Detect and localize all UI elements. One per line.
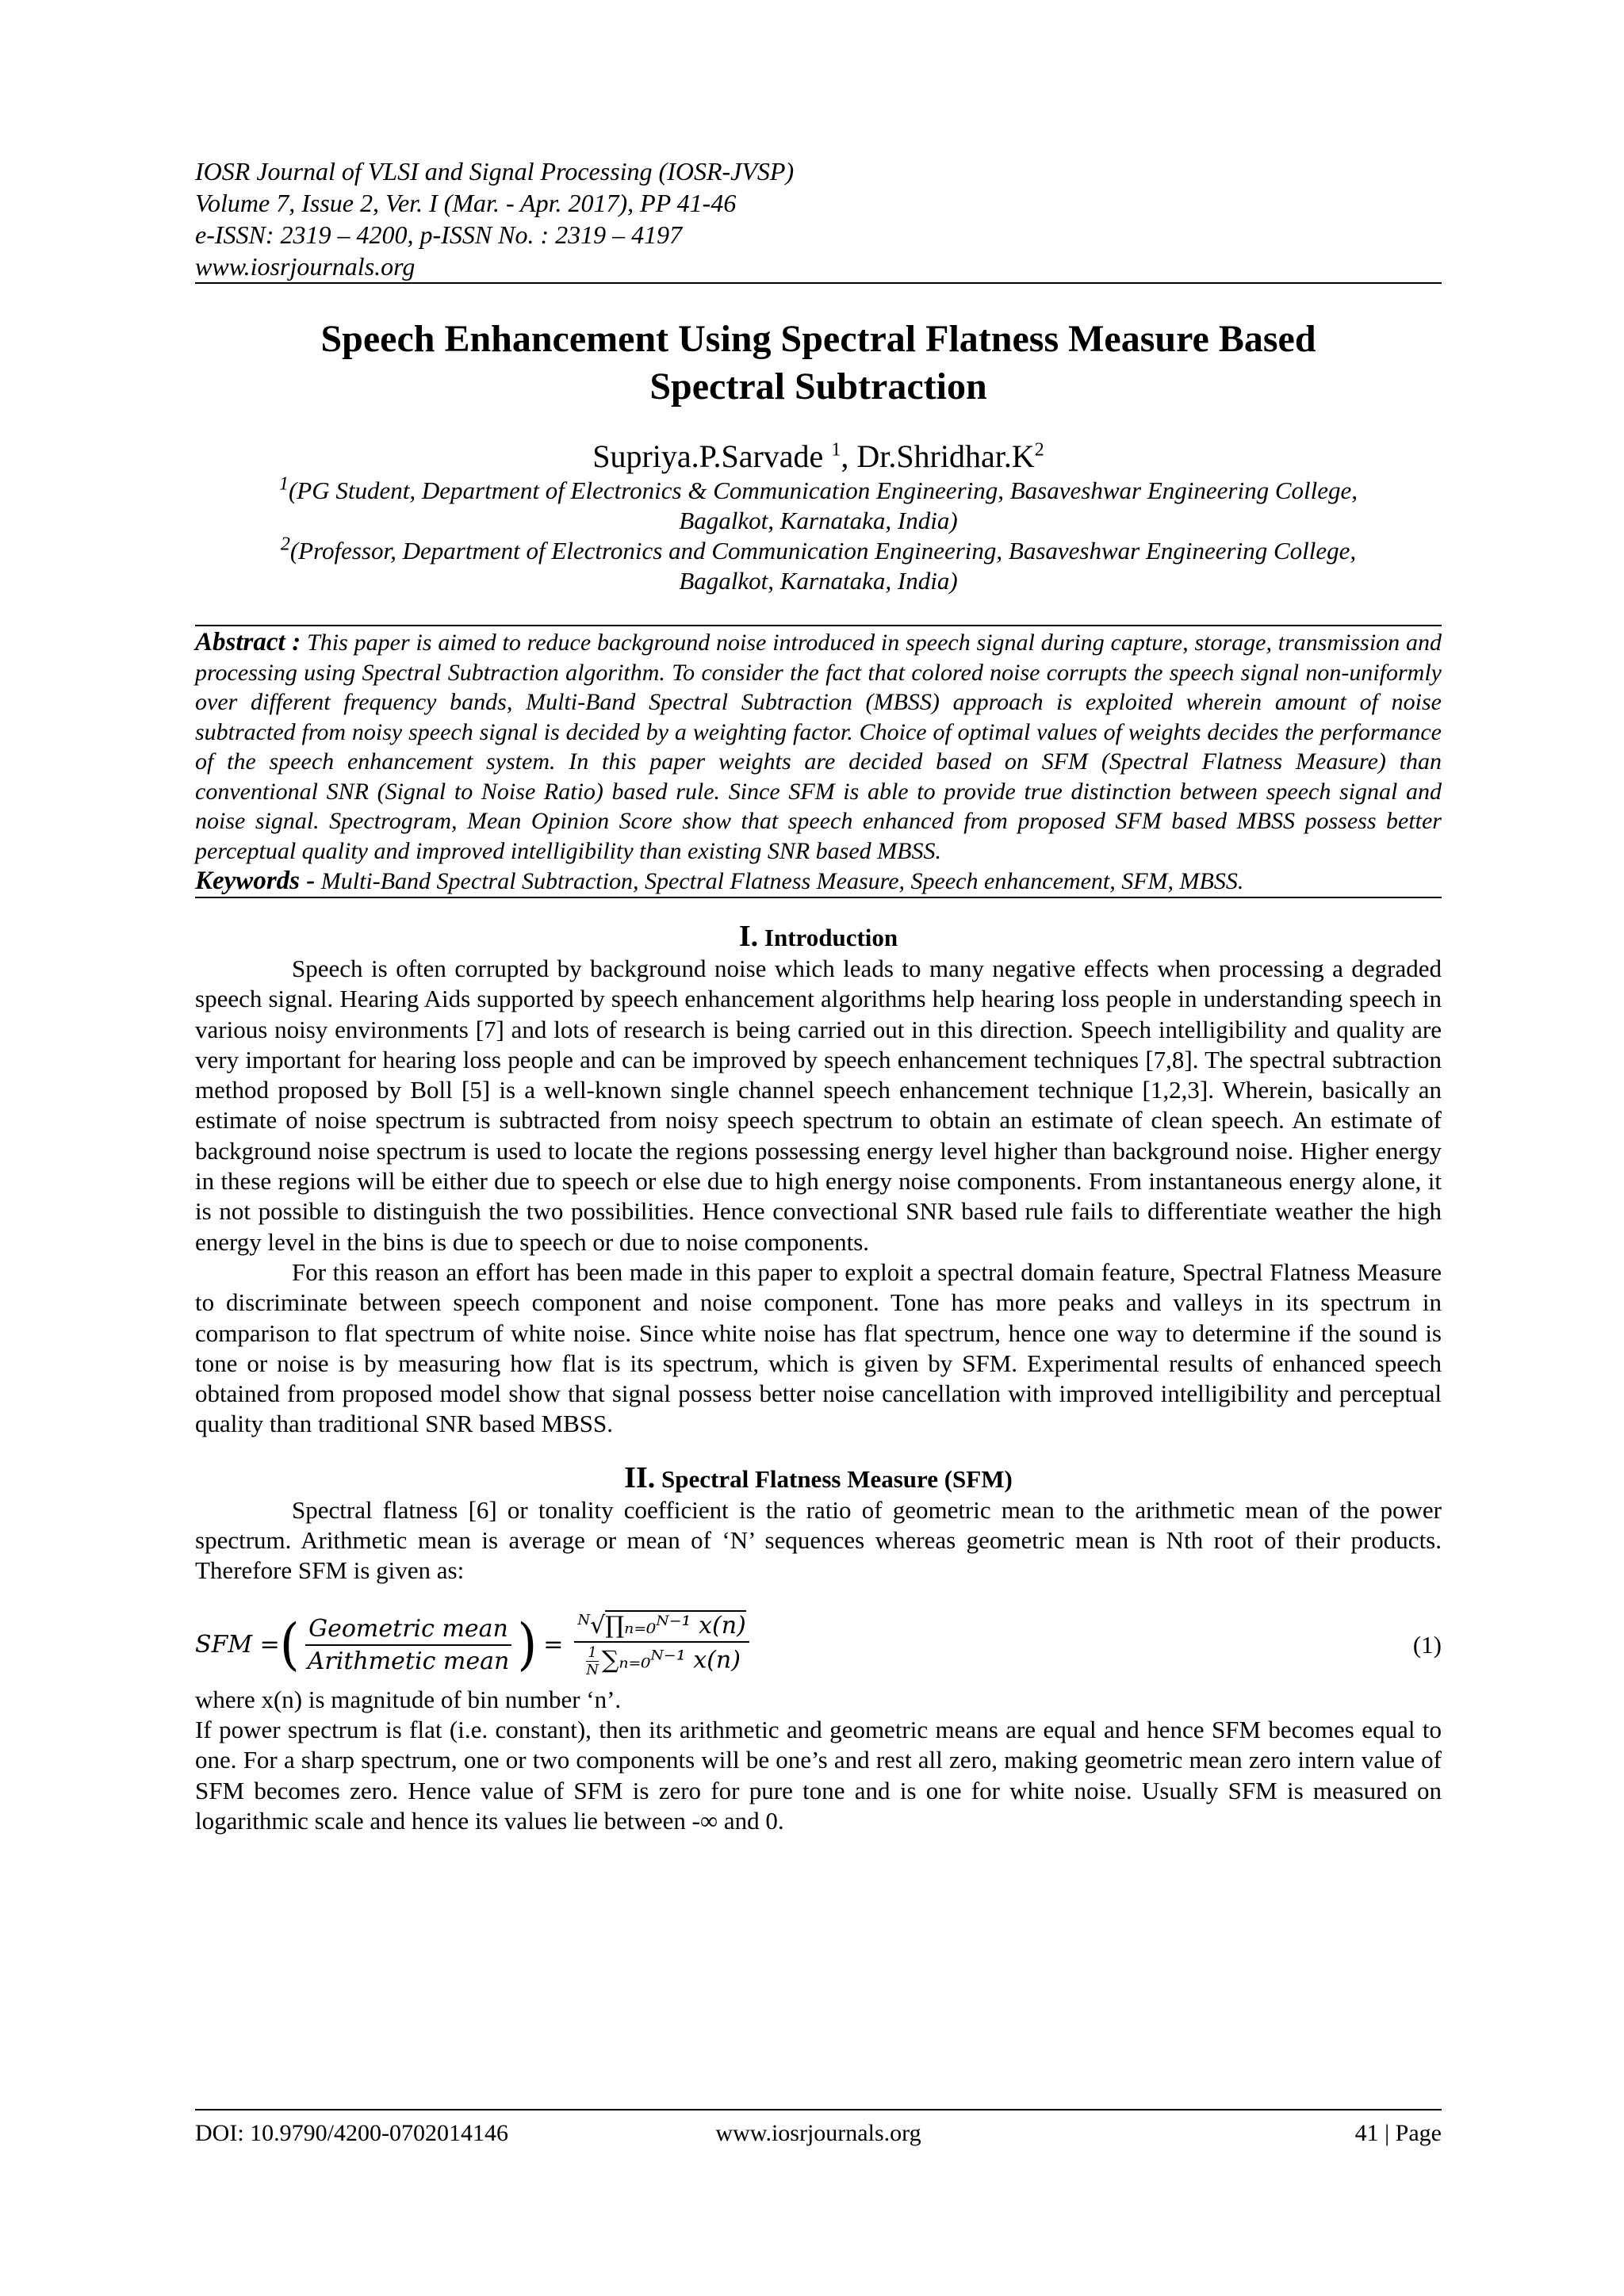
footer-doi: DOI: 10.9790/4200-0702014146 [195, 2120, 508, 2146]
one-over-n-denominator: N [586, 1661, 599, 1678]
formula-fraction [574, 1612, 749, 1678]
journal-header [195, 155, 1442, 282]
equation-lhs: SFM = [195, 1631, 280, 1659]
affiliation-2 [195, 536, 1442, 566]
journal-website: www.iosrjournals.org [195, 252, 416, 281]
sqrt-icon: √ [590, 1611, 606, 1640]
arithmetic-mean-formula [580, 1643, 744, 1678]
title-line-2: Spectral Subtraction [649, 365, 987, 408]
section-2-heading [195, 1462, 1442, 1495]
author-2-affil: 2 [1034, 439, 1044, 461]
title-line-1: Speech Enhancement Using Spectral Flatness Measure Based [320, 318, 1316, 360]
arithmetic-mean-label: Arithmetic mean [307, 1647, 510, 1675]
footer-rule [195, 2109, 1442, 2110]
section-1-heading [195, 920, 1442, 954]
author-1: Supriya.P.Sarvade [592, 438, 824, 474]
journal-name: IOSR Journal of VLSI and Signal Processing (IOSR-JVSP) [195, 157, 795, 186]
affiliation-1-sup: 1 [278, 473, 289, 495]
abstract-text: This paper is aimed to reduce background noise introduced in speech signal during capture, storage, transmission and processing using Spectral Subtraction algorithm. To consider the fact that colored noise corrupts the speech signal non-uniformly over different frequency bands, Multi-Band Spectral Subtraction (MBSS) approach is exploited wherein amount of noise subtracted from noisy speech signal is decided by a weighting factor. Choice of optimal values of weights decides the performance of the speech enhancement system. In this paper weights are decided based on SFM (Spectral Flatness Measure) than conventional SNR (Signal to Noise Ratio) based rule. Since SFM is able to provide true distinction between speech signal and noise signal. Spectrogram, Mean Opinion Score show that speech enhanced from proposed SFM based MBSS possess better perceptual quality and improved intelligibility than existing SNR based MBSS. [195, 629, 1442, 864]
author-1-affil: 1 [831, 439, 841, 461]
affiliation-2-line-1: (Professor, Department of Electronics and Communication Engineering, Basaveshwar Engineering College, [289, 537, 1357, 564]
section-2-number: II. [624, 1460, 656, 1494]
geometric-mean-formula [574, 1612, 749, 1643]
section-2-intro: Spectral flatness [6] or tonality coefficient is the ratio of geometric mean to the arithmetic mean of the power spectrum. Arithmetic mean is average or mean of ‘N’ sequences whereas geometric mean is Nth root of their products. Therefore SFM is given as: [195, 1495, 1442, 1585]
section-1-paragraph-1: Speech is often corrupted by background noise which leads to many negative effects when processing a degraded speech signal. Hearing Aids supported by speech enhancement algorithms help hearing loss people in understanding speech in various noisy environments [7] and lots of research is being carried out in this direction. Speech intelligibility and quality are very important for hearing loss people and can be improved by speech enhancement techniques [7,8]. The spectral subtraction method proposed by Boll [5] is a well-known single channel speech enhancement technique [1,2,3]. Wherein, basically an estimate of noise spectrum is subtracted from noisy speech spectrum to obtain an estimate of clean speech. An estimate of background noise spectrum is used to locate the regions possessing energy level higher than background noise. Higher energy in these regions will be either due to speech or else due to high energy noise components. From instantaneous energy alone, it is not possible to distinguish the two possibilities. Hence convectional SNR based rule fails to differentiate weather the high energy level in the bins is due to speech or due to noise components. [195, 955, 1442, 1256]
keywords [195, 866, 1442, 897]
equation-number: (1) [1412, 1630, 1442, 1659]
equation-1 [195, 1605, 1442, 1685]
left-paren: ( [279, 1612, 300, 1678]
section-1-body [195, 954, 1442, 1440]
abstract [195, 628, 1442, 866]
journal-volume: Volume 7, Issue 2, Ver. I (Mar. - Apr. 2017), PP 41-46 [195, 189, 737, 217]
one-over-n-numerator: 1 [588, 1644, 597, 1661]
author-separator: , [841, 438, 857, 474]
affiliation-1-line-2: Bagalkot, Karnataka, India) [679, 507, 958, 534]
product-expression: ∏ₙ₌₀ᴺ⁻¹ x(n) [605, 1611, 746, 1640]
section-2-title: Spectral Flatness Measure (SFM) [661, 1464, 1013, 1493]
equation-where-text: where x(n) is magnitude of bin number ‘n’. [195, 1685, 622, 1713]
footer-page-number: 41 | Page [1354, 2120, 1442, 2146]
abstract-top-rule [195, 625, 1442, 626]
header-rule [195, 282, 1442, 284]
section-1-title: Introduction [764, 924, 898, 951]
equals-sign: = [543, 1631, 564, 1659]
section-2-continued [195, 1685, 1442, 1836]
journal-issn: e-ISSN: 2319 – 4200, p-ISSN No. : 2319 – 4197 [195, 220, 683, 249]
authors [195, 438, 1442, 476]
section-1-number: I. [738, 920, 759, 953]
abstract-bottom-rule [195, 897, 1442, 898]
paper-title [195, 316, 1442, 411]
section-2-paragraph-2: If power spectrum is flat (i.e. constant), then its arithmetic and geometric means are equal and hence SFM becomes equal to one. For a sharp spectrum, one or two components will be one’s and rest all zero, making geometric mean zero intern value of SFM becomes zero. Hence value of SFM is zero for pure tone and is one for white noise. Usually SFM is measured on logarithmic scale and hence its values lie between -∞ and 0. [195, 1715, 1442, 1835]
keywords-text: Multi-Band Spectral Subtraction, Spectral Flatness Measure, Speech enhancement, SFM, MBSS. [320, 868, 1244, 894]
ratio-fraction [304, 1615, 513, 1675]
affiliation-1-line-1: (PG Student, Department of Electronics & Communication Engineering, Basaveshwar Engineering College, [288, 476, 1358, 504]
affiliation-2-line-2: Bagalkot, Karnataka, India) [679, 567, 958, 595]
author-2: Dr.Shridhar.K [856, 438, 1035, 474]
root-index: N [577, 1611, 591, 1628]
affiliations [195, 473, 1442, 596]
one-over-n [584, 1644, 600, 1678]
section-2-body [195, 1495, 1442, 1586]
keywords-label: Keywords - [195, 867, 316, 895]
paper-page [195, 155, 1442, 1836]
geometric-mean-label: Geometric mean [305, 1615, 511, 1646]
section-1-paragraph-2: For this reason an effort has been made in this paper to exploit a spectral domain feature, Spectral Flatness Measure to discriminate between speech component and noise component. Tone has more peaks and valleys in its spectrum in comparison to flat spectrum of white noise. Since white noise has flat spectrum, hence one way to determine if the sound is tone or noise is by measuring how flat is its spectrum, which is given by SFM. Experimental results of enhanced speech obtained from proposed model show that signal possess better noise cancellation with improved intelligibility and perceptual quality than traditional SNR based MBSS. [195, 1257, 1442, 1438]
abstract-label: Abstract : [195, 628, 301, 656]
right-paren: ) [517, 1612, 538, 1678]
affiliation-1 [195, 473, 1442, 506]
sfm-equation [195, 1605, 754, 1685]
footer-website: www.iosrjournals.org [715, 2120, 921, 2146]
affiliation-2-sup: 2 [280, 534, 290, 555]
sum-expression: ∑ₙ₌₀ᴺ⁻¹ x(n) [601, 1646, 741, 1674]
